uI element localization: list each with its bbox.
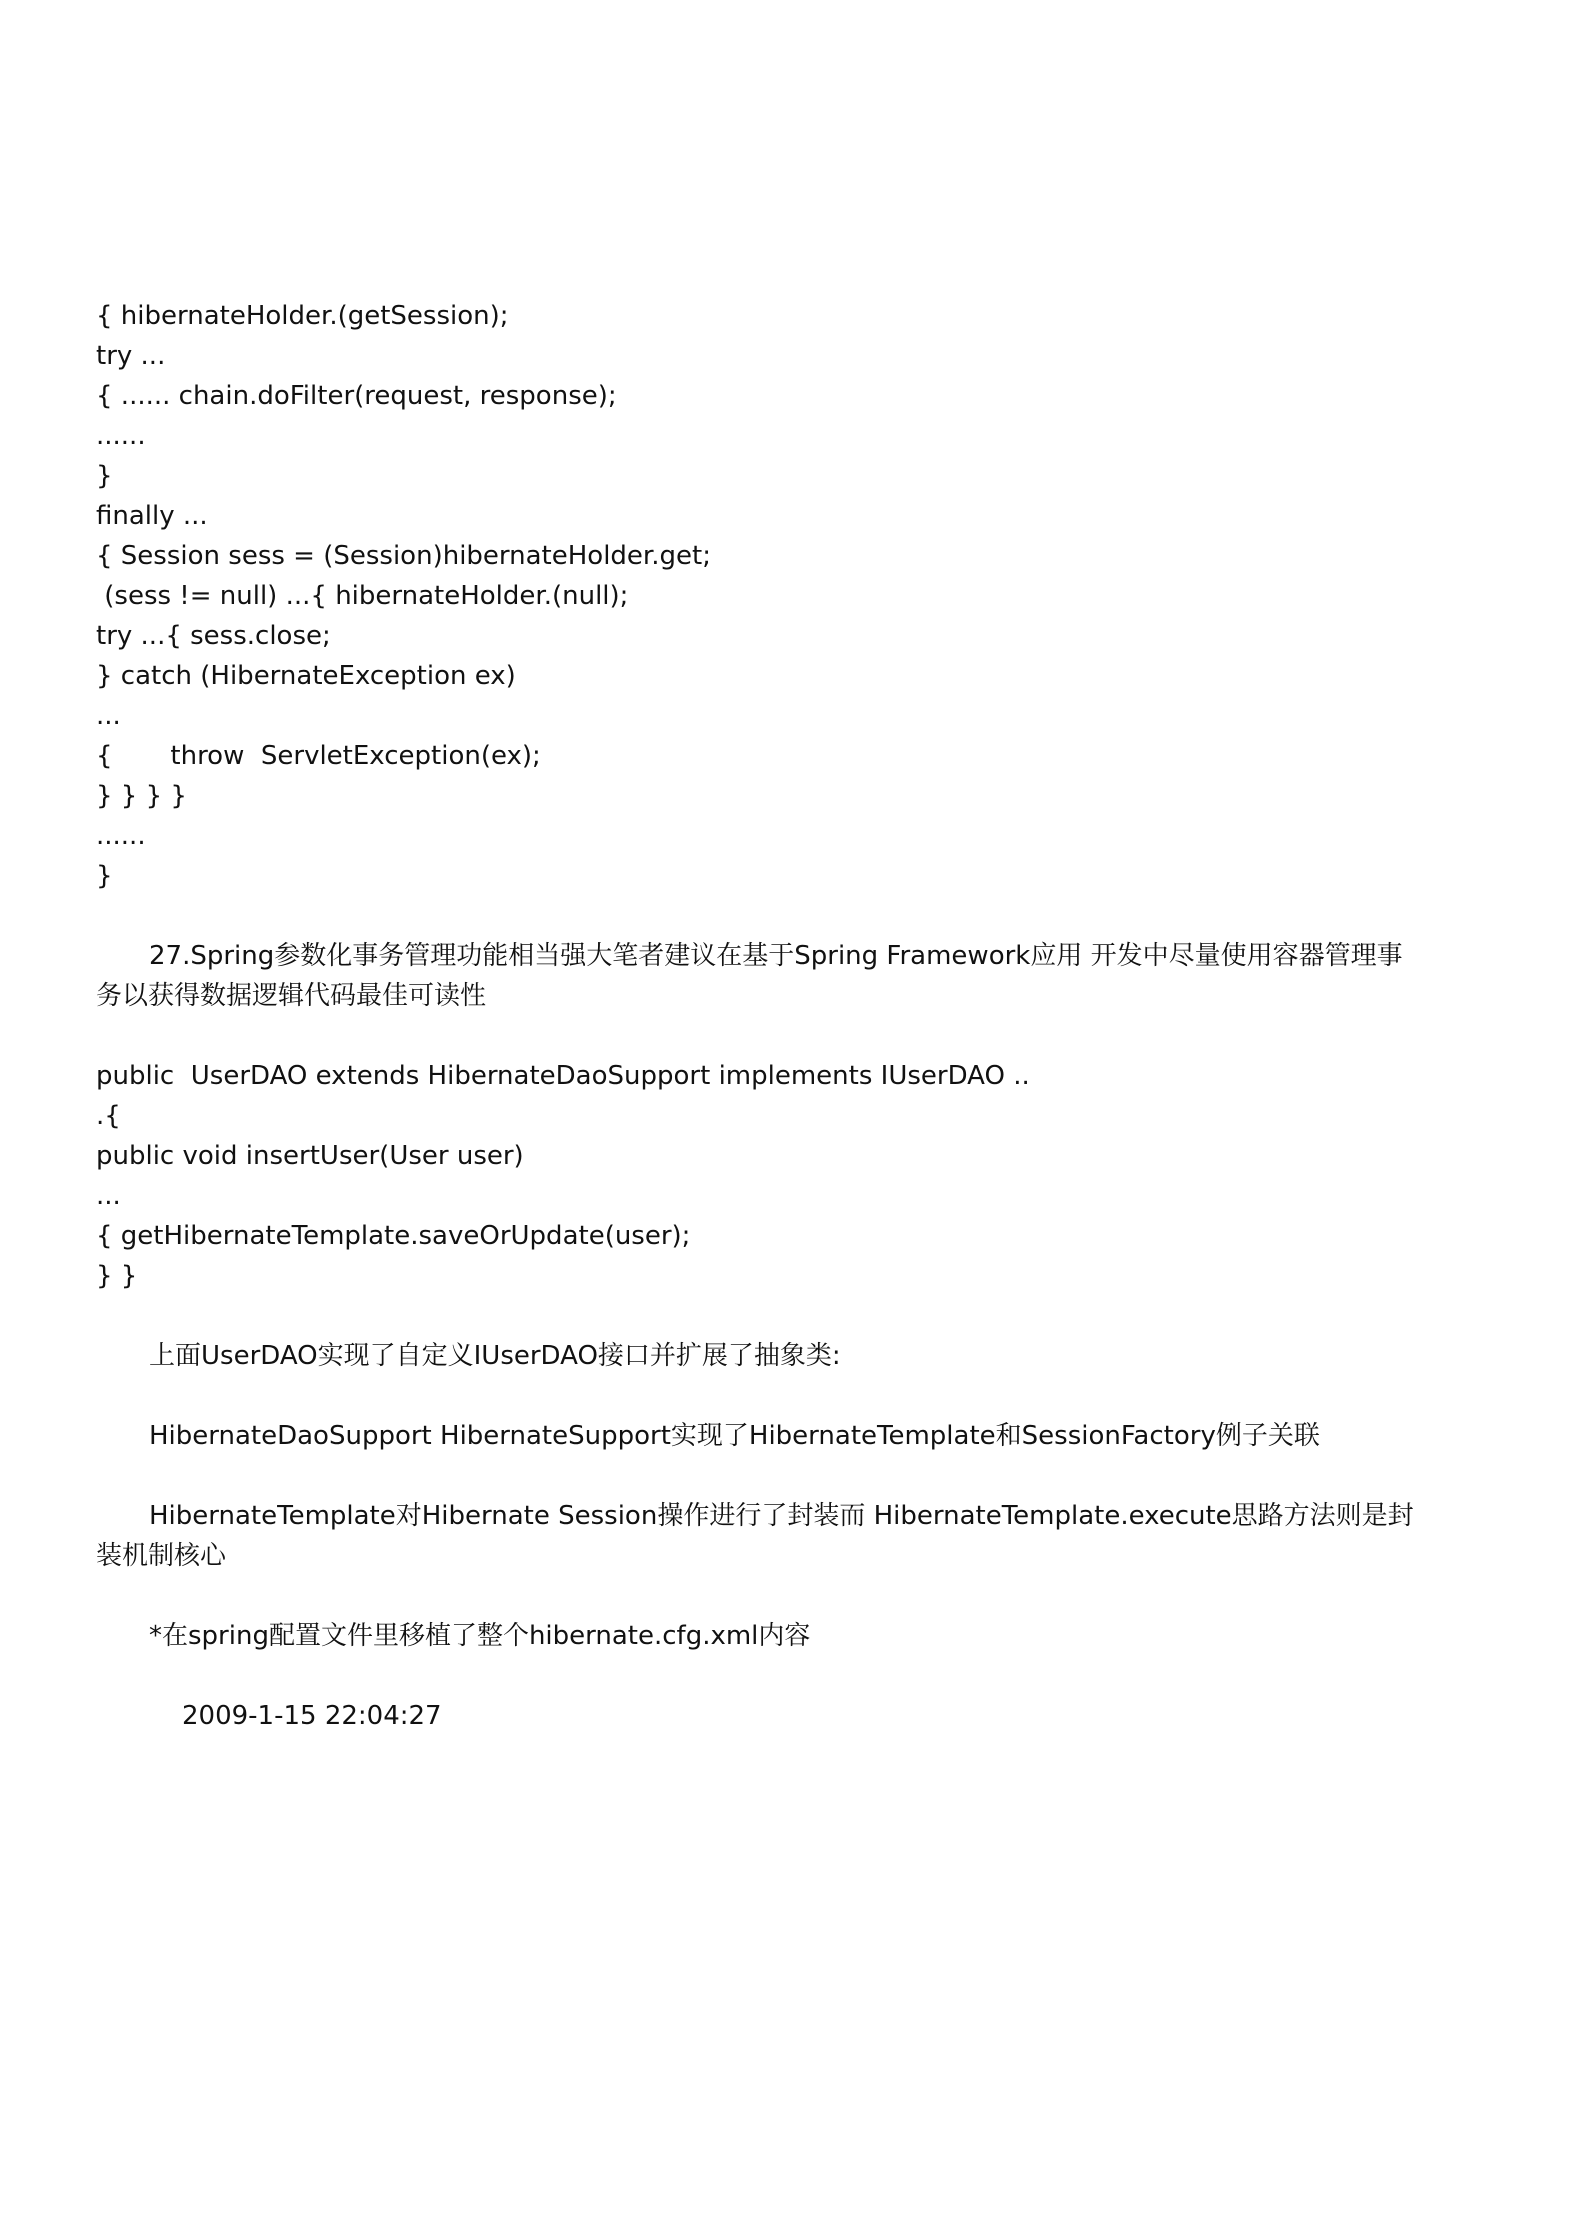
code-line: finally ...	[96, 501, 208, 531]
code-line: public UserDAO extends HibernateDaoSupport implements IUserDAO ..	[96, 1061, 1030, 1091]
spacer	[96, 1576, 1426, 1616]
code-line: ...	[96, 1181, 121, 1211]
code-line: try ...	[96, 341, 166, 371]
spacer	[96, 1296, 1426, 1336]
code-line: }	[96, 461, 113, 491]
code-line: .{	[96, 1101, 121, 1131]
code-line: { Session sess = (Session)hibernateHolder.get;	[96, 541, 711, 571]
code-block-userdao	[96, 1056, 1426, 1296]
code-line: ......	[96, 821, 146, 851]
paragraph-27: 27.Spring参数化事务管理功能相当强大笔者建议在基于Spring Framework应用 开发中尽量使用容器管理事务以获得数据逻辑代码最佳可读性	[96, 941, 1403, 1011]
code-line: ......	[96, 421, 146, 451]
page-content	[96, 296, 1426, 1736]
code-line: } }	[96, 1261, 138, 1291]
timestamp: 2009-1-15 22:04:27	[182, 1701, 442, 1731]
spacer	[96, 896, 1426, 936]
code-line: { throw ServletException(ex);	[96, 741, 541, 771]
paragraph-template: HibernateTemplate对Hibernate Session操作进行了封装而 HibernateTemplate.execute思路方法则是封装机制核心	[96, 1501, 1414, 1571]
code-line: public void insertUser(User user)	[96, 1141, 524, 1171]
code-line: { ...... chain.doFilter(request, response);	[96, 381, 617, 411]
spacer	[96, 1656, 1426, 1696]
paragraph-spring-config: *在spring配置文件里移植了整个hibernate.cfg.xml内容	[149, 1621, 811, 1651]
code-line: { getHibernateTemplate.saveOrUpdate(user);	[96, 1221, 691, 1251]
code-line: { hibernateHolder.(getSession);	[96, 301, 509, 331]
code-block-filter	[96, 296, 1426, 896]
code-line: (sess != null) ...{ hibernateHolder.(null);	[96, 581, 629, 611]
code-line: } } } }	[96, 781, 187, 811]
spacer	[96, 1376, 1426, 1416]
code-line: try ...{ sess.close;	[96, 621, 331, 651]
paragraph-userdao: 上面UserDAO实现了自定义IUserDAO接口并扩展了抽象类:	[149, 1341, 841, 1371]
code-line: } catch (HibernateException ex)	[96, 661, 516, 691]
code-line: ...	[96, 701, 121, 731]
paragraph-support: HibernateDaoSupport HibernateSupport实现了HibernateTemplate和SessionFactory例子关联	[149, 1421, 1320, 1451]
spacer	[96, 1016, 1426, 1056]
spacer	[96, 1456, 1426, 1496]
code-line: }	[96, 861, 113, 891]
